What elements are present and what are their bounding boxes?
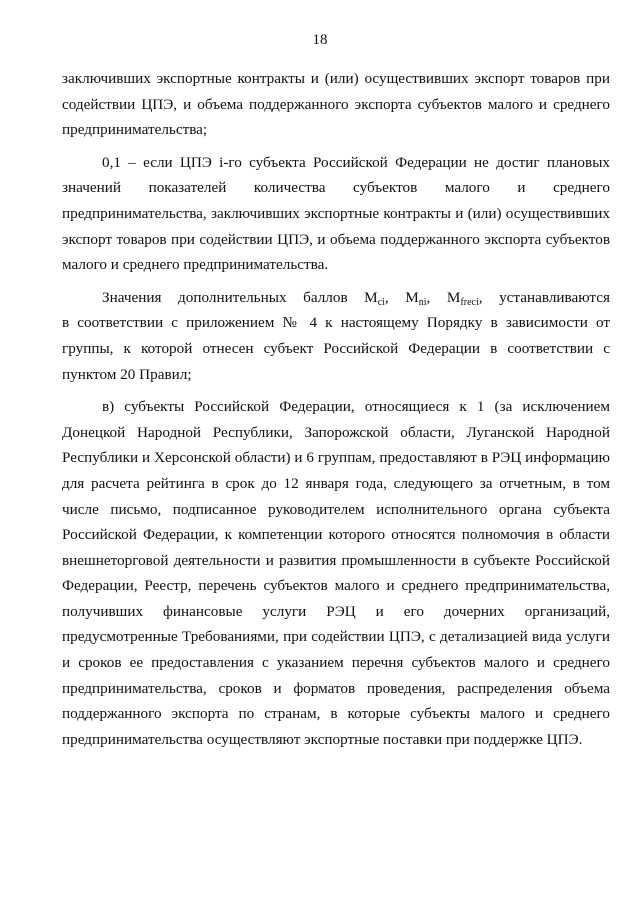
paragraph-additional-points [62, 285, 610, 387]
document-body [62, 66, 610, 752]
formula-m-ci: $M_{ci}$, [364, 288, 389, 308]
paragraph-continuation: заключивших экспортные контракты и (или) осуществивших экспорт товаров при содействии ЦПЭ, и объема поддержанного экспорта субъектов малого и среднего предпринимательства; [62, 70, 610, 139]
formula-line [62, 285, 610, 311]
word-values: Значения [102, 288, 162, 306]
formula-m-freci: $M_{freci}$, [446, 288, 483, 308]
paragraph-additional-points-rest: в соответствии с приложением № 4 к настоящему Порядку в зависимости от группы, к которой отнесен субъект Российской Федерации в соответствии с пунктом 20 Правил; [62, 314, 610, 383]
word-points: баллов [303, 288, 348, 306]
page-number: 18 [312, 32, 328, 48]
paragraph-item-v: в) субъекты Российской Федерации, относящиеся к 1 (за исключением Донецкой Народной Республики, Запорожской области, Луганской Народной Республики и Херсонской области) и 6 группам, предоставляют в РЭЦ информацию для расчета рейтинга в срок до 12 января года, следующего за отчетным, в том числе письмо, подписанное руководителем исполнительного органа субъекта Российской Федерации, к компетенции которого относятся полномочия в области внешнеторговой деятельности и развития промышленности в субъекте Российской Федерации, Реестр, перечень субъектов малого и среднего предпринимательства, получивших финансовые услуги РЭЦ и его дочерних организаций, предусмотренные Требованиями, при содействии ЦПЭ, с детализацией вида услуги и сроков ее предоставления с указанием перечня субъектов малого и среднего предпринимательства, сроков и форматов проведения, распределения объема поддержанного экспорта по странам, в которые субъекты малого и среднего предпринимательства осуществляют экспортные поставки при поддержке ЦПЭ. [62, 398, 610, 748]
word-established: устанавливаются [499, 288, 610, 306]
word-additional: дополнительных [178, 288, 287, 306]
formula-m-ni: $M_{ni}$, [405, 288, 431, 308]
paragraph-coefficient: 0,1 – если ЦПЭ i-го субъекта Российской Федерации не достиг плановых значений показателей количества субъектов малого и среднего предпринимательства, заключивших экспортные контракты и (или) осуществивших экспорт товаров при содействии ЦПЭ, и объема поддержанного экспорта субъектов малого и среднего предпринимательства. [62, 153, 610, 274]
